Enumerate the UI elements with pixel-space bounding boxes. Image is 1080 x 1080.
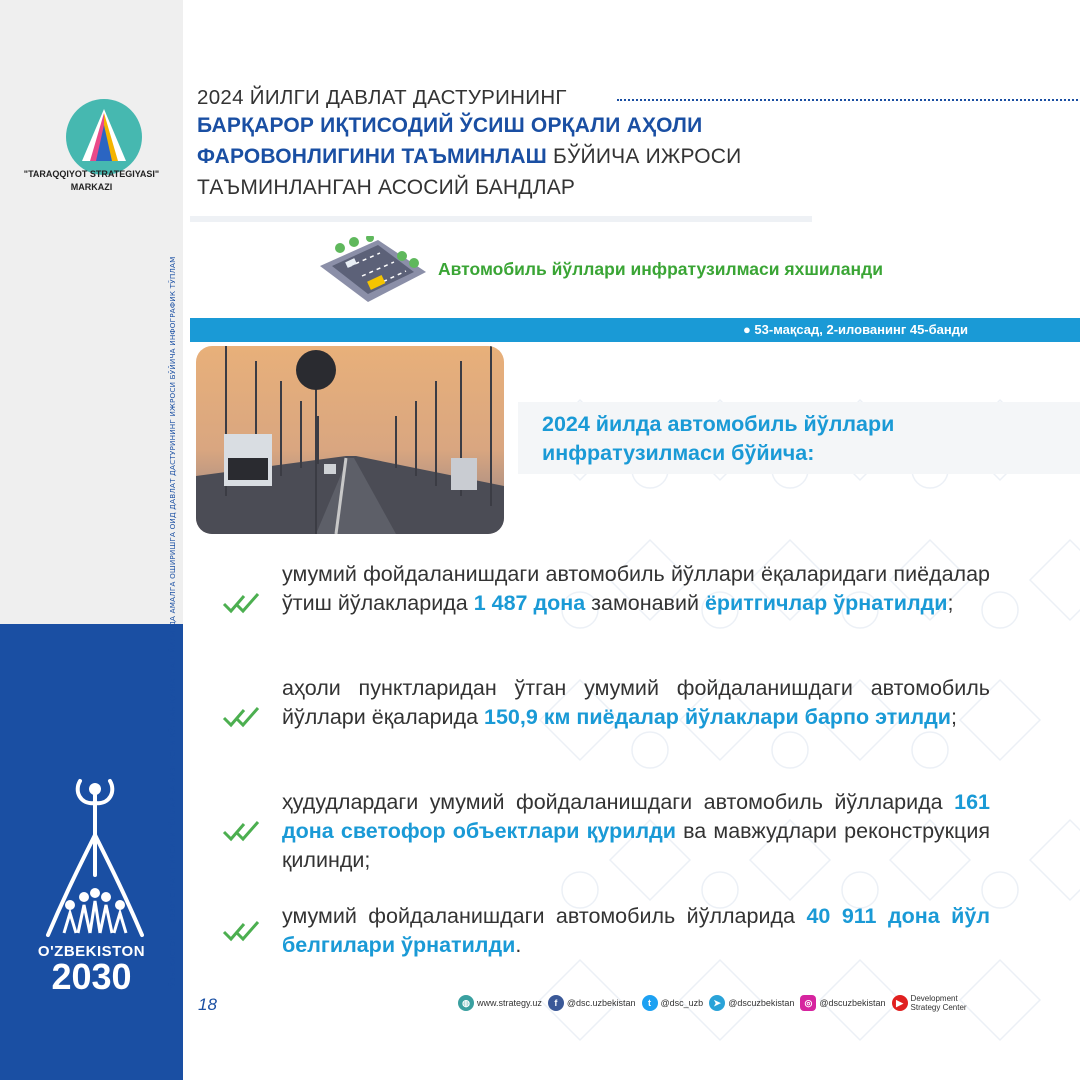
facebook-icon: f — [548, 995, 564, 1011]
header-line1: 2024 ЙИЛГИ ДАВЛАТ ДАСТУРИНИНГ — [197, 86, 567, 109]
highway-photo — [196, 346, 504, 534]
header-line3-rest: БЎЙИЧА ИЖРОСИ — [546, 145, 742, 168]
vertical-strip — [183, 0, 190, 1080]
twitter-icon: t — [642, 995, 658, 1011]
footer-links — [458, 988, 967, 1018]
left-panel-top — [0, 0, 183, 624]
year-2030-label: 2030 — [51, 956, 132, 997]
double-check-icon — [222, 820, 262, 842]
double-check-icon — [222, 592, 262, 614]
facebook-link[interactable]: f @dsc.uzbekistan — [548, 995, 636, 1011]
reference-bar — [190, 318, 1080, 342]
logo-caption-line1: "TARAQQIYOT STRATEGIYASI" — [23, 169, 160, 179]
website-link[interactable]: ◍ www.strategy.uz — [458, 995, 542, 1011]
uzbekistan-label: O'ZBEKISTON — [37, 943, 146, 960]
twitter-link[interactable]: t @dsc_uzb — [642, 995, 704, 1011]
uzbekistan-2030-emblem — [40, 775, 150, 945]
double-check-icon — [222, 706, 262, 728]
header-shadow — [190, 216, 812, 222]
instagram-link[interactable]: ◎ @dscuzbekistan — [800, 995, 885, 1011]
road-infrastructure-icon — [318, 236, 428, 306]
youtube-icon: ▶ — [892, 995, 908, 1011]
taraqqiyot-logo — [62, 95, 146, 179]
photo-title-line2: инфратузилмаси бўйича: — [542, 441, 815, 465]
logo-caption-line2: MARKAZI — [70, 182, 113, 192]
list-item: умумий фойдаланишдаги автомобиль йўлларида 40 911 дона йўл белгилари ўрнатилди. — [282, 904, 991, 957]
globe-icon: ◍ — [458, 995, 474, 1011]
double-check-icon — [222, 920, 262, 942]
list-item: умумий фойдаланишдаги автомобиль йўллари ёқаларидаги пиёдалар ўтиш йўлакларида 1 487 дона замонавий ёритгичлар ўрнатилди; — [282, 562, 990, 615]
header-line2: БАРҚАРОР ИҚТИСОДИЙ ЎСИШ ОРҚАЛИ АҲОЛИ — [197, 114, 703, 137]
header-dotted-rule — [617, 99, 1080, 101]
header-line3-bold: ФАРОВОНЛИГИНИ ТАЪМИНЛАШ — [197, 145, 547, 168]
reference-text: ● 53-мақсад, 2-илованинг 45-банди — [742, 322, 968, 337]
telegram-link[interactable]: ➤ @dscuzbekistan — [709, 995, 794, 1011]
logo-caption — [0, 168, 183, 194]
telegram-icon: ➤ — [709, 995, 725, 1011]
page-header — [197, 86, 1037, 203]
section-subtitle: Автомобиль йўллари инфратузилмаси яхшиланди — [438, 259, 883, 279]
header-line4: ТАЪМИНЛАНГАН АСОСИЙ БАНДЛАР — [197, 176, 576, 199]
photo-title-line1: 2024 йилда автомобиль йўллари — [542, 412, 895, 436]
list-item: ҳудудлардаги умумий фойдаланишдаги автомобиль йўлларида 161 дона светофор объектлари қурилди ва мавжудлари реконструкция қилинди; — [282, 790, 990, 872]
photo-title — [542, 410, 1002, 468]
youtube-link[interactable]: ▶ Development Strategy Center — [892, 994, 967, 1012]
list-item: аҳоли пунктларидан ўтган умумий фойдаланишдаги автомобиль йўллари ёқаларида 150,9 км пиёдалар йўлаклари барпо этилди; — [282, 676, 990, 729]
vertical-caption: "ЎЗБЕКИСТОН — 2030" СТРАТЕГИЯСИНИ "ЁШЛАР ВА БИЗНЕСНИ ҚЎЛЛАБ-ҚУВВАТЛАШ ЙИЛИ"ДА АМАЛГА ОШИРИШГА ОИД ДАВЛАТ ДАСТУРИНИНГ ИЖРОСИ БЎЙИЧА ИНФОГРАФИК ТЎПЛАМ — [168, 256, 177, 990]
instagram-icon: ◎ — [800, 995, 816, 1011]
page-number: 18 — [198, 995, 217, 1014]
